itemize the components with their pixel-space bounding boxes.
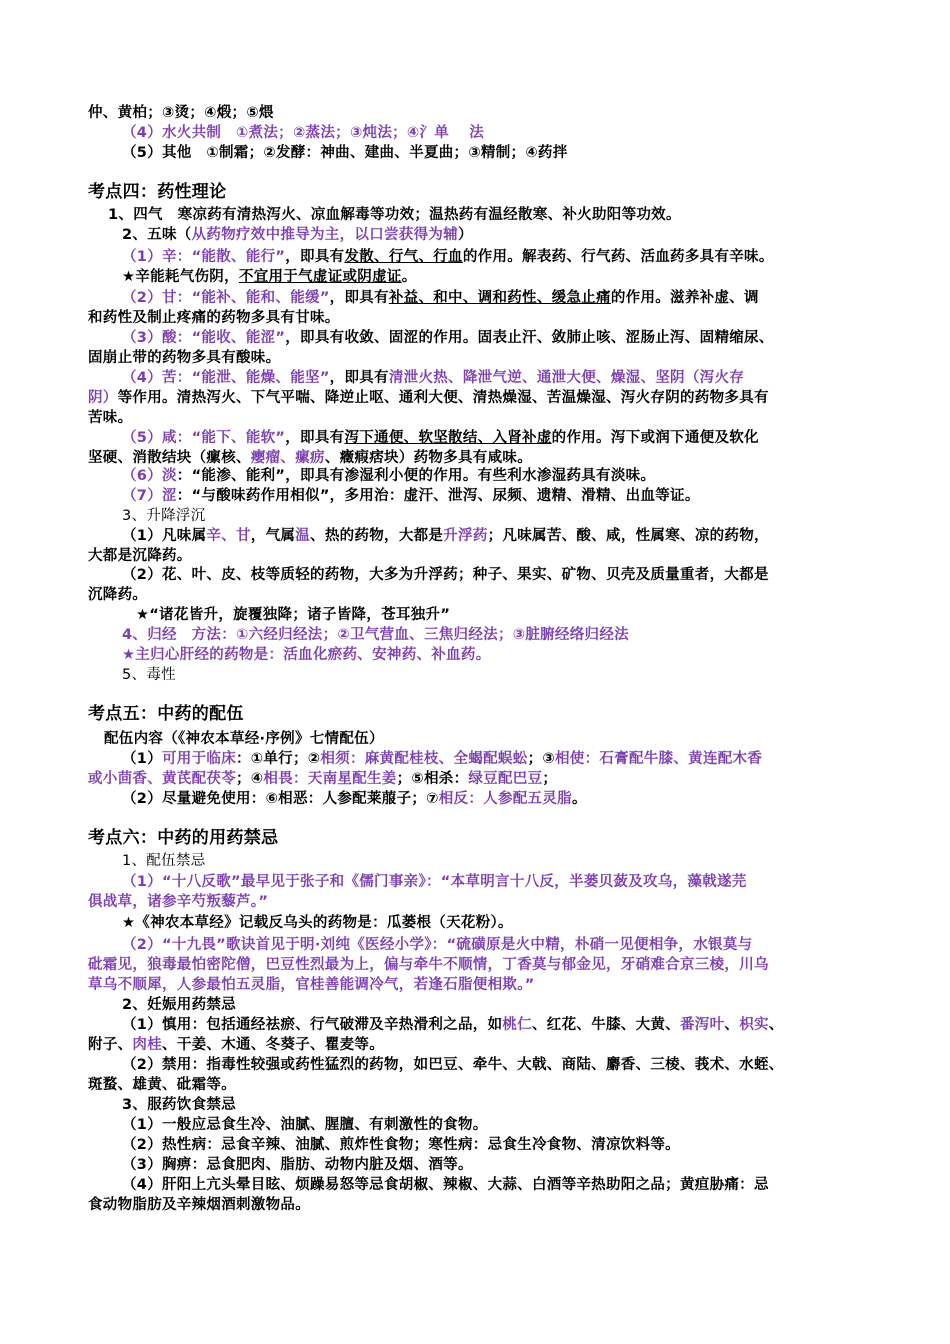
text-run: （5）其他 ①制霜；②发酵：神曲、建曲、半夏曲；③精制；④药拌 <box>122 145 568 161</box>
text-run: （7）涩 <box>122 488 177 504</box>
text-line <box>88 975 950 995</box>
text-line <box>88 1035 950 1055</box>
text-line <box>122 851 950 871</box>
text-run: 苦味。 <box>88 410 133 426</box>
text-line <box>122 1175 950 1195</box>
text-run: （1）慎用：包括通经祛瘀、行气破滞及辛热滑利之品，如 <box>122 1017 503 1033</box>
text-line <box>122 789 950 809</box>
text-line <box>122 368 950 388</box>
text-run: 斑蝥、雄黄、砒霜等。 <box>88 1077 236 1093</box>
text-line <box>122 645 950 665</box>
text-run: 的作用。泻下或润下通便及软化 <box>551 430 759 446</box>
text-run: 固崩止带的药物多具有酸味。 <box>88 350 281 366</box>
text-run: ； <box>542 771 558 787</box>
text-run: 坚硬、消散结块（瘰核、 <box>88 450 251 466</box>
text-run: 、 <box>768 1017 784 1033</box>
text-run: 相畏：天南星配生姜 <box>263 771 397 787</box>
text-line <box>122 565 950 585</box>
text-run: 4、归经 方法：①六经归经法；②卫气营血、三焦归经法；③脏腑经络归经法 <box>122 627 629 643</box>
text-run: ★“诸花皆升，旋覆独降；诸子皆降，苍耳独升” <box>136 607 451 623</box>
text-line <box>122 625 950 645</box>
text-run: 考点四：药性理论 <box>88 182 227 202</box>
text-line <box>88 103 950 123</box>
text-line <box>88 1195 950 1215</box>
text-run: 大都是沉降药。 <box>88 548 192 564</box>
text-run: ；④ <box>236 771 264 787</box>
text-run: ，即具有 <box>329 370 389 386</box>
text-run: ） <box>458 227 473 243</box>
text-line <box>88 448 950 468</box>
text-run: （1） <box>122 751 162 767</box>
text-run: 砒霜见，狼毒最怕密陀僧，巴豆性烈最为上，偏与牵牛不顺情，丁香莫与郁金见，牙硝难合京三棱，川乌 <box>88 957 769 973</box>
text-run: （2）花、叶、皮、枝等质轻的药物，大多为升浮药；种子、果实、矿物、贝壳及质量重者，大都是 <box>122 567 769 583</box>
text-run: 5、毒性 <box>122 667 176 683</box>
text-line <box>122 1135 950 1155</box>
text-line <box>88 769 950 789</box>
text-run: ；③ <box>527 751 555 767</box>
text-line <box>122 995 950 1015</box>
text-run: 不宜用于气虚证或阴虚证 <box>238 269 402 285</box>
text-run: （4）水火共制 <box>122 125 222 141</box>
text-run: （4）肝阳上亢头晕目眩、烦躁易怒等忌食胡椒、辣椒、大蒜、白酒等辛热助阳之品；黄疸胁痛：忌 <box>122 1177 769 1193</box>
text-line <box>88 1075 950 1095</box>
text-line <box>122 247 950 267</box>
text-run: （1）凡味属 <box>122 528 207 544</box>
text-run: （5）咸：“能下、能软” <box>122 430 286 446</box>
text-run: 泻下通便、软坚散结、入肾补虚 <box>344 430 552 446</box>
section-heading <box>88 827 950 849</box>
text-run: ，即具有 <box>285 430 345 446</box>
text-run: ★主归心肝经的药物是：活血化瘀药、安神药、补血药。 <box>122 647 491 663</box>
text-run: 清泄火热、降泄气逆、通泄大便、燥湿、坚阴（泻火存 <box>388 370 745 386</box>
text-line <box>88 892 950 912</box>
text-run: 发散、行气、行血 <box>344 249 463 265</box>
text-run: 1、配伍禁忌 <box>122 853 206 869</box>
text-run: 配伍内容（《神农本草经·序例》七情配伍） <box>104 731 384 747</box>
text-line <box>88 546 950 566</box>
text-line <box>122 288 950 308</box>
text-run: ：①单行；② <box>236 751 321 767</box>
text-line <box>136 605 950 625</box>
text-line <box>88 585 950 605</box>
text-run: 相使：石膏配牛膝、黄连配木香 <box>554 751 763 767</box>
text-run: （2）禁用：指毒性较强或药性猛烈的药物，如巴豆、牵牛、大戟、商陆、麝香、三棱、莪术、水蛭、 <box>122 1057 784 1073</box>
text-run: ，即具有收敛、固涩的作用。固表止汗、敛肺止咳、涩肠止泻、固精缩尿、 <box>285 330 774 346</box>
text-run: ；凡味属苦、酸、咸，性属寒、凉的药物， <box>487 528 769 544</box>
text-run: （1）一般应忌食生冷、油腻、腥膻、有刺激性的食物。 <box>122 1117 488 1133</box>
text-line <box>122 428 950 448</box>
text-run: （1）“十八反歌”最早见于张子和《儒门事亲》：“本草明言十八反，半蒌贝蔹及攻乌，藻戟遂芫 <box>122 874 747 890</box>
text-line <box>122 526 950 546</box>
text-line <box>122 1095 950 1115</box>
text-run: 或小茴香、黄芪配茯苓 <box>88 771 236 787</box>
text-run: （1）辛：“能散、能行” <box>122 249 286 265</box>
text-run: ，气属 <box>250 528 296 544</box>
text-run: 考点五：中药的配伍 <box>88 704 244 724</box>
text-run: 俱战草，诸参辛芍叛藜芦。” <box>88 894 269 910</box>
text-line <box>122 486 950 506</box>
text-run: 考点六：中药的用药禁忌 <box>88 828 279 848</box>
text-line <box>122 1115 950 1135</box>
text-run: 辛、甘 <box>206 528 251 544</box>
text-line <box>122 506 950 526</box>
text-line <box>122 267 950 287</box>
text-run: 温 <box>295 528 311 544</box>
text-run: 草乌不顺犀，人参最怕五灵脂，官桂善能调冷气，若逢石脂便相欺。” <box>88 977 535 993</box>
text-run: 等作用。清热泻火、下气平喘、降逆止呕、通利大便、清热燥湿、苦温燥湿、泻火存阴的药物多具有 <box>117 390 769 406</box>
text-line <box>108 205 950 225</box>
text-run: ；⑤相杀： <box>396 771 469 787</box>
text-run: 3、服药饮食禁忌 <box>122 1097 236 1113</box>
text-run: ，即具有 <box>329 290 389 306</box>
text-line <box>122 665 950 685</box>
text-run: 3、升降浮沉 <box>122 508 206 524</box>
text-run: 瘿瘤、瘰疬 <box>250 450 325 466</box>
text-run: （6）淡 <box>122 468 177 484</box>
text-run: ，即具有 <box>285 249 345 265</box>
text-run: ：“能渗、能利”，即具有渗湿利小便的作用。有些利水渗湿药具有淡味。 <box>176 468 656 484</box>
text-run: （4）苦：“能泄、能燥、能坚” <box>122 370 330 386</box>
text-run: 的作用。滋养补虚、调 <box>610 290 759 306</box>
text-line <box>122 1015 950 1035</box>
text-run: 和药性及制止疼痛的药物多具有甘味。 <box>88 310 340 326</box>
text-run: 补益、和中、调和药性、缓急止痛 <box>388 290 611 306</box>
text-run: ★辛能耗气伤阴， <box>122 269 239 285</box>
text-line <box>122 1055 950 1075</box>
text-line <box>122 749 950 769</box>
text-run: 1、四气 寒凉药有清热泻火、凉血解毒等功效；温热药有温经散寒、补火助阳等功效。 <box>108 207 681 223</box>
text-run: ：“与酸味药作用相似”，多用治：虚汗、泄泻、尿频、遗精、滑精、出血等证。 <box>176 488 700 504</box>
text-run: 可用于临床 <box>162 751 236 767</box>
text-run: 阴） <box>88 390 118 406</box>
text-run: 绿豆配巴豆 <box>468 771 543 787</box>
text-line <box>88 308 950 328</box>
text-run: 。 <box>571 791 587 807</box>
text-line <box>88 388 950 408</box>
text-run: 、干姜、木通、冬葵子、瞿麦等。 <box>162 1037 385 1053</box>
text-run: 附子、 <box>88 1037 133 1053</box>
text-line <box>122 225 950 245</box>
text-run: 的作用。解表药、行气药、活血药多具有辛味。 <box>462 249 774 265</box>
text-line <box>104 729 950 749</box>
text-run: 相反：人参配五灵脂 <box>438 791 572 807</box>
text-line <box>122 1155 950 1175</box>
text-run: 、红花、牛膝、大黄、 <box>532 1017 680 1033</box>
text-run: （2）“十九畏”歌诀首见于明·刘纯《医经小学》：“硫磺原是火中精，朴硝一见便相争，水银莫与 <box>122 937 753 953</box>
text-run: 、热的药物，大都是 <box>310 528 444 544</box>
text-line <box>122 872 950 892</box>
text-run: 食动物脂肪及辛辣烟酒刺激物品。 <box>88 1197 310 1213</box>
text-run: 2、五味（ <box>122 227 192 243</box>
text-line <box>88 408 950 428</box>
text-run: 相须：麻黄配桂枝、全蝎配蜈蚣 <box>320 751 528 767</box>
section-heading <box>88 703 950 725</box>
text-run: 2、妊娠用药禁忌 <box>122 997 236 1013</box>
text-line <box>88 348 950 368</box>
text-run: （2）热性病：忌食辛辣、油腻、煎炸性食物；寒性病：忌食生冷食物、清凉饮料等。 <box>122 1137 680 1153</box>
text-run: （3）酸：“能收、能涩” <box>122 330 286 346</box>
section-heading <box>88 181 950 203</box>
text-run: 桃仁 <box>502 1017 532 1033</box>
text-run: 、癥瘕痞块）药物多具有咸味。 <box>324 450 533 466</box>
text-run: 从药物疗效中推导为主，以口尝获得为辅 <box>191 227 458 243</box>
text-run: 沉降药。 <box>88 587 148 603</box>
text-line <box>122 123 950 143</box>
text-run: 枳实 <box>739 1017 769 1033</box>
text-run: 番泻叶 <box>680 1017 725 1033</box>
text-line <box>122 466 950 486</box>
text-line <box>122 913 950 933</box>
text-run: （3）胸痹：忌食肥肉、脂肪、动物内脏及烟、酒等。 <box>122 1157 473 1173</box>
text-run: （2）甘：“能补、能和、能缓” <box>122 290 330 306</box>
text-run: 肉桂 <box>132 1037 163 1053</box>
text-run: 。 <box>401 269 417 285</box>
text-run: ①煮法；②蒸法；③炖法；④氵单 法 <box>221 125 485 141</box>
text-run: 仲、黄柏；③烫；④煅；⑤煨 <box>88 105 274 121</box>
text-line <box>122 935 950 955</box>
text-line <box>122 143 950 163</box>
text-line <box>88 955 950 975</box>
text-run: 、 <box>724 1017 740 1033</box>
text-run: 升浮药 <box>443 528 488 544</box>
text-run: （2）尽量避免使用：⑥相恶：人参配莱菔子；⑦ <box>122 791 439 807</box>
text-line <box>122 328 950 348</box>
text-run: ★《神农本草经》记载反乌头的药物是：瓜蒌根（天花粉）。 <box>122 915 513 931</box>
